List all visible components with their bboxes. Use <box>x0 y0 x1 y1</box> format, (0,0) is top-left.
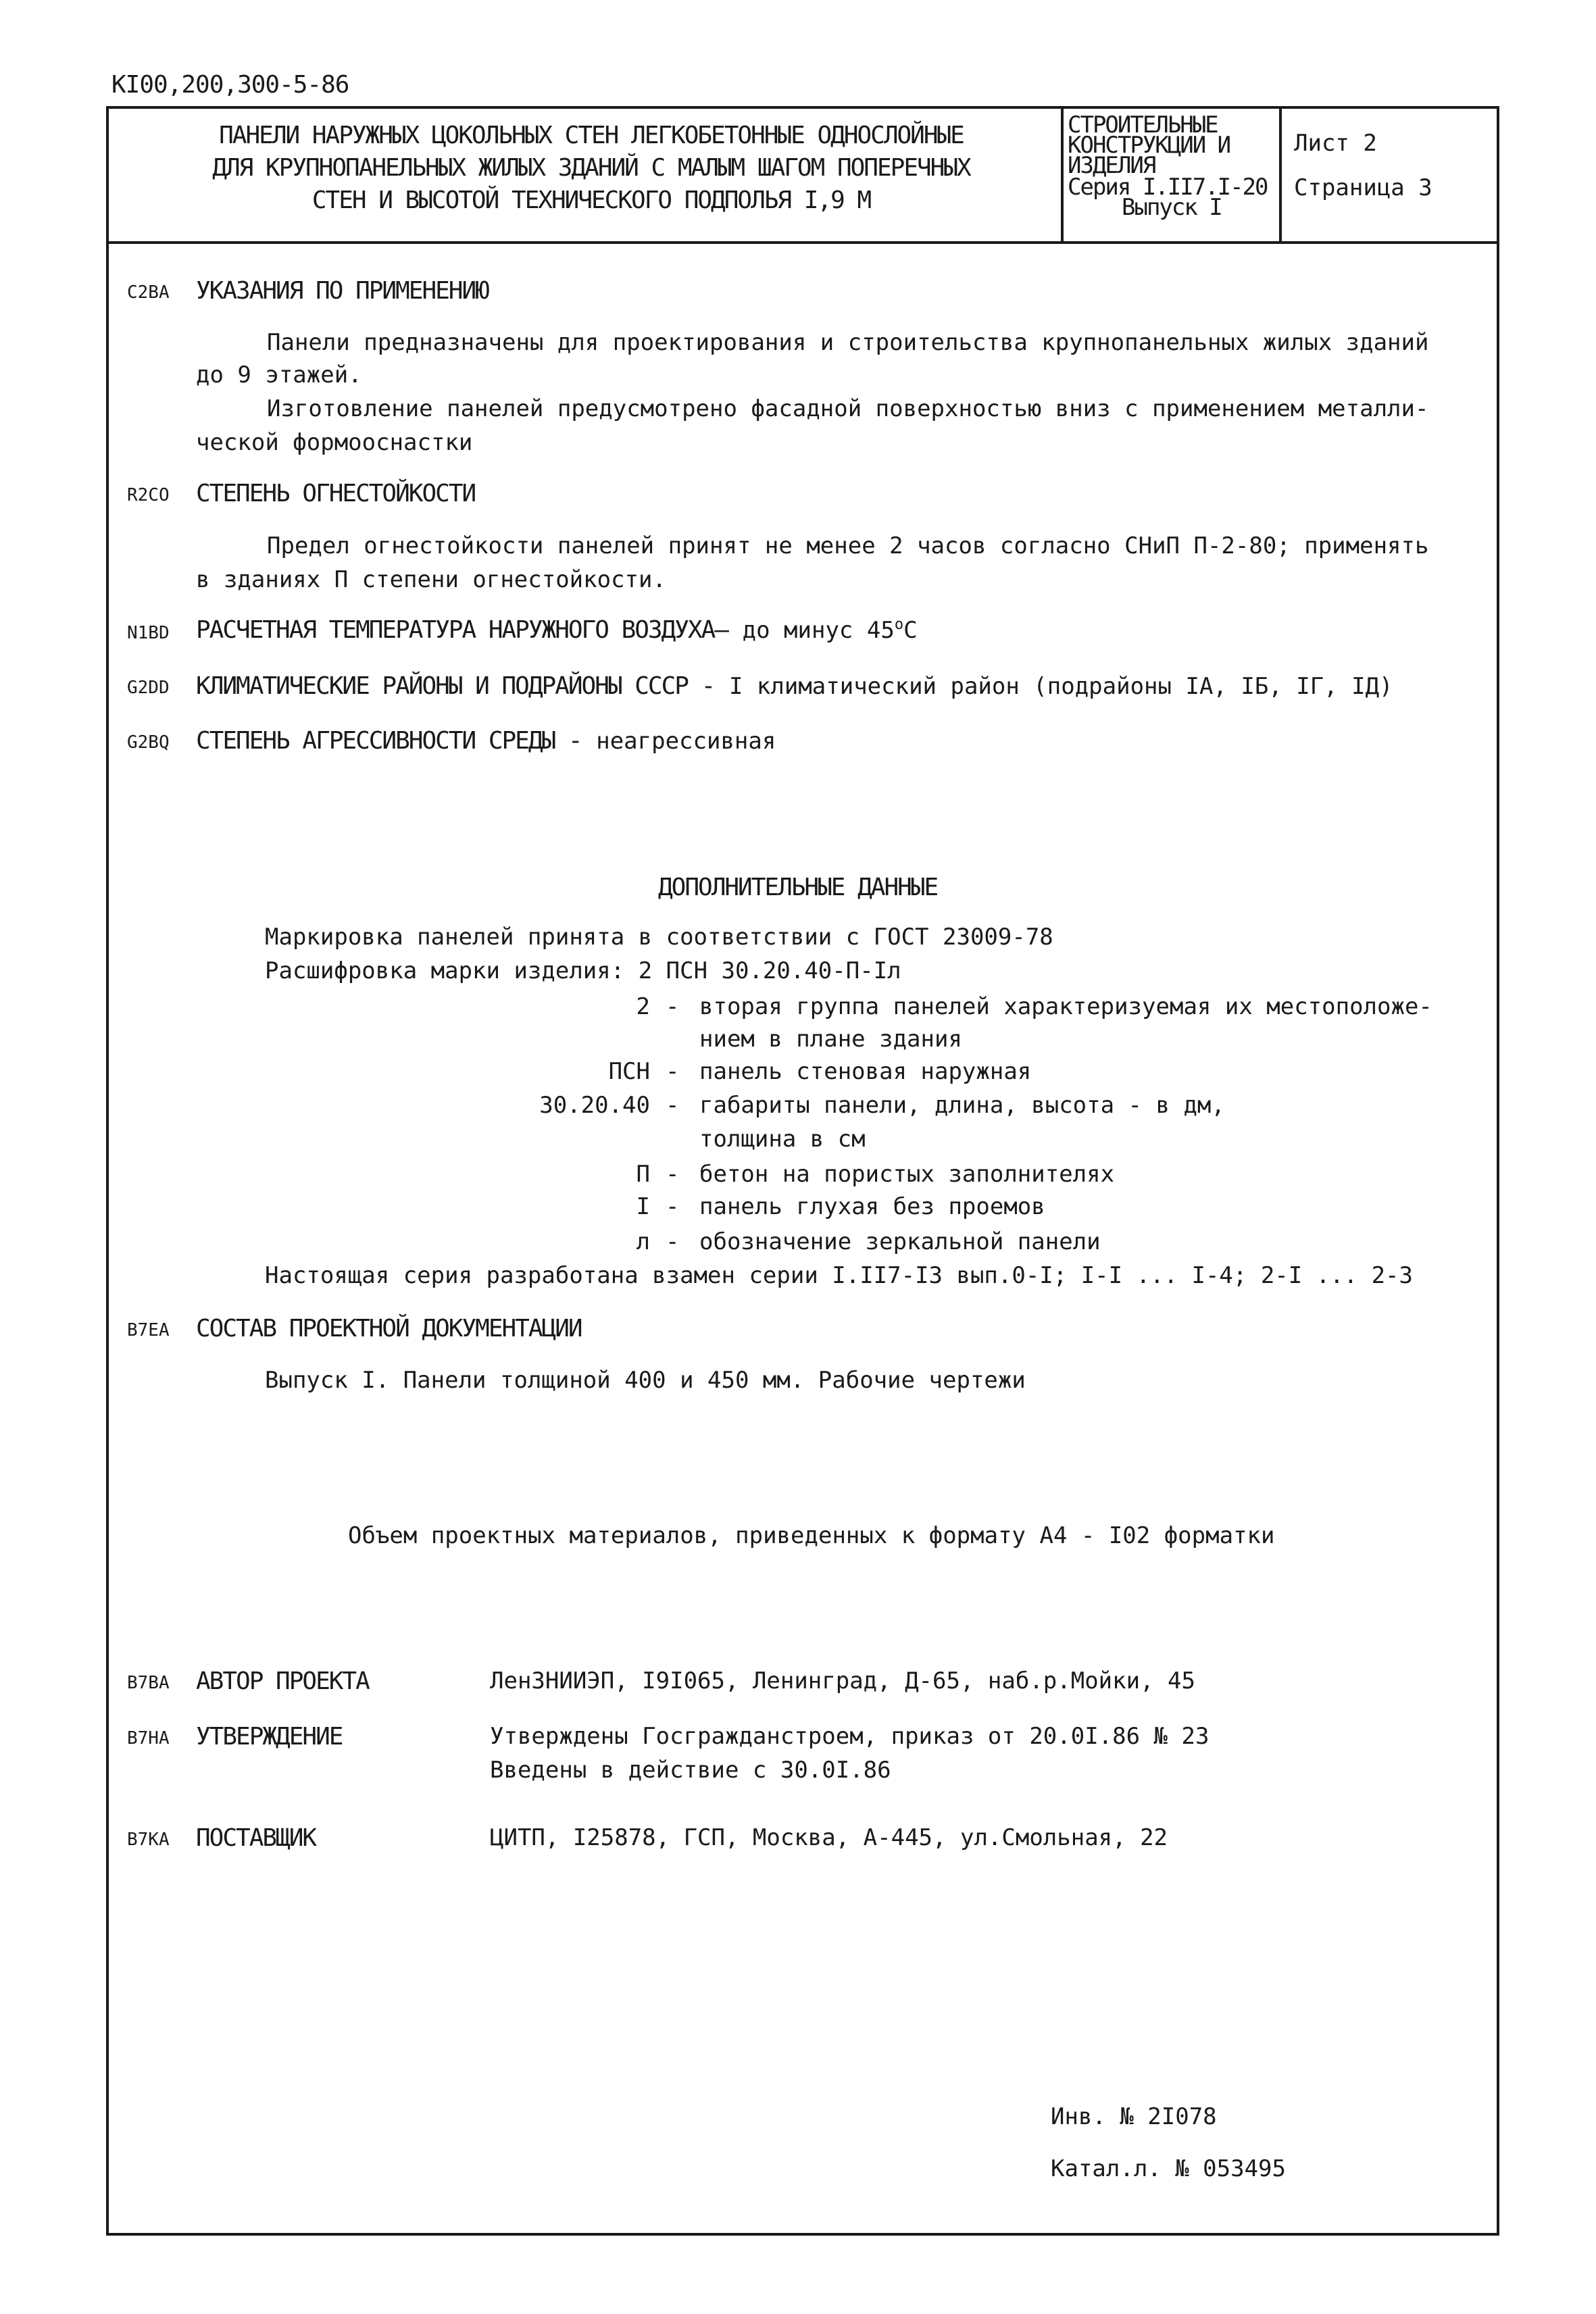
header-divider-1 <box>1061 106 1064 243</box>
approval-heading: УТВЕРЖДЕНИЕ <box>196 1723 343 1751</box>
fire-line-2: в зданиях П степени огнестойкости. <box>196 566 666 593</box>
temperature-row <box>196 616 918 644</box>
additional-heading: ДОПОЛНИТЕЛЬНЫЕ ДАННЫЕ <box>658 874 938 901</box>
composition-code: B7EA <box>127 1320 170 1340</box>
category-line-1: СТРОИТЕЛЬНЫЕ <box>1068 111 1218 139</box>
sheet-number: Лист 2 <box>1294 130 1377 157</box>
application-line-4: ческой формооснастки <box>196 429 473 456</box>
aggressive-code: G2BQ <box>127 732 170 753</box>
climate-heading: КЛИМАТИЧЕСКИЕ РАЙОНЫ И ПОДРАЙОНЫ СССР - <box>196 672 715 700</box>
decode-text-1a: вторая группа панелей характеризуемая их местоположе- <box>699 993 1432 1020</box>
decode-text-5: панель глухая без проемов <box>699 1193 1045 1220</box>
decode-text-6: обозначение зеркальной панели <box>699 1228 1101 1255</box>
decode-key-5: I <box>636 1193 650 1220</box>
climate-code: G2DD <box>127 678 170 698</box>
application-code: C2BA <box>127 282 170 303</box>
inventory-number: Инв. № 2I078 <box>1051 2103 1217 2130</box>
decode-dash-3: - <box>666 1092 680 1119</box>
decode-text-2: панель стеновая наружная <box>699 1058 1032 1085</box>
title-line-3: СТЕН И ВЫСОТОЙ ТЕХНИЧЕСКОГО ПОДПОЛЬЯ I,9 М <box>311 186 871 214</box>
author-code: B7BA <box>127 1673 170 1693</box>
supplier-heading: ПОСТАВЩИК <box>196 1824 316 1852</box>
header-divider-2 <box>1279 106 1282 243</box>
climate-value: I климатический район (подрайоны IА, IБ, IГ, IД) <box>728 673 1393 700</box>
catalog-number: Катал.л. № 053495 <box>1051 2155 1286 2182</box>
marking-line: Маркировка панелей принята в соответствии с ГОСТ 23009-78 <box>265 924 1053 951</box>
issue-label: Выпуск I <box>1122 194 1222 221</box>
decode-text-3a: габариты панели, длина, высота - в дм, <box>699 1092 1225 1119</box>
temperature-code: N1BD <box>127 623 170 643</box>
approval-line-1: Утверждены Госгражданстроем, приказ от 20.0I.86 № 23 <box>490 1723 1210 1750</box>
temperature-heading: РАСЧЕТНАЯ ТЕМПЕРАТУРА НАРУЖНОГО ВОЗДУХА— <box>196 616 728 644</box>
author-value: ЛенЗНИИЭП, I9I065, Ленинград, Д-65, наб.р.Мойки, 45 <box>490 1667 1195 1694</box>
document-code: КI00,200,300-5-86 <box>111 71 349 99</box>
decode-label: Расшифровка марки изделия: <box>265 957 625 984</box>
climate-row <box>196 672 1393 700</box>
series-label: Серия I.II7.I-20 <box>1068 174 1268 201</box>
aggressive-row <box>196 727 776 755</box>
decode-mark: 2 ПСН 30.20.40-П-Iл <box>638 957 901 984</box>
header-bottom-rule <box>106 241 1499 244</box>
approval-line-2: Введены в действие с 30.0I.86 <box>490 1757 891 1784</box>
aggressive-heading: СТЕПЕНЬ АГРЕССИВНОСТИ СРЕДЫ - <box>196 727 582 755</box>
decode-row <box>265 957 901 984</box>
decode-text-1b: нием в плане здания <box>699 1026 962 1053</box>
fire-code: R2CO <box>127 485 170 505</box>
temperature-unit: С <box>903 617 918 644</box>
author-heading: АВТОР ПРОЕКТА <box>196 1667 369 1695</box>
approval-code: B7HA <box>127 1728 170 1749</box>
temperature-degree: о <box>894 616 904 633</box>
supplier-code: B7KA <box>127 1830 170 1850</box>
fire-line-1: Предел огнестойкости панелей принят не менее 2 часов согласно СНиП П-2-80; применять <box>267 532 1429 559</box>
fire-heading: СТЕПЕНЬ ОГНЕСТОЙКОСТИ <box>196 480 476 507</box>
decode-key-1: 2 <box>636 993 650 1020</box>
application-line-2: до 9 этажей. <box>196 361 362 388</box>
composition-line: Выпуск I. Панели толщиной 400 и 450 мм. Рабочие чертежи <box>265 1367 1026 1394</box>
decode-key-4: П <box>636 1161 650 1188</box>
volume-line: Объем проектных материалов, приведенных к формату А4 - I02 форматки <box>348 1522 1275 1549</box>
composition-heading: СОСТАВ ПРОЕКТНОЙ ДОКУМЕНТАЦИИ <box>196 1315 582 1342</box>
decode-key-2: ПСН <box>608 1058 650 1085</box>
decode-key-3: 30.20.40 <box>539 1092 650 1119</box>
category-line-3: ИЗДЕЛИЯ <box>1068 152 1155 179</box>
decode-key-6: л <box>636 1228 650 1255</box>
decode-text-3b: толщина в см <box>699 1126 866 1153</box>
decode-dash-1: - <box>666 993 680 1020</box>
aggressive-value: неагрессивная <box>596 728 776 755</box>
page-number: Страница 3 <box>1294 174 1432 201</box>
replacement-line: Настоящая серия разработана взамен серии I.II7-I3 вып.0-I; I-I ... I-4; 2-I ... 2-3 <box>265 1262 1413 1289</box>
decode-dash-2: - <box>666 1058 680 1085</box>
title-line-2: ДЛЯ КРУПНОПАНЕЛЬНЫХ ЖИЛЫХ ЗДАНИЙ С МАЛЫМ ШАГОМ ПОПЕРЕЧНЫХ <box>212 154 970 182</box>
category-line-2: КОНСТРУКЦИИ И <box>1068 132 1230 159</box>
application-heading: УКАЗАНИЯ ПО ПРИМЕНЕНИЮ <box>196 277 489 305</box>
temperature-value: до минус 45 <box>742 617 895 644</box>
title-line-1: ПАНЕЛИ НАРУЖНЫХ ЦОКОЛЬНЫХ СТЕН ЛЕГКОБЕТОННЫЕ ОДНОСЛОЙНЫЕ <box>219 122 964 149</box>
supplier-value: ЦИТП, I25878, ГСП, Москва, А-445, ул.Смольная, 22 <box>490 1824 1168 1851</box>
decode-dash-6: - <box>666 1228 680 1255</box>
application-line-3: Изготовление панелей предусмотрено фасадной поверхностью вниз с применением металли- <box>267 395 1429 422</box>
decode-text-4: бетон на пористых заполнителях <box>699 1161 1115 1188</box>
application-line-1: Панели предназначены для проектирования и строительства крупнопанельных жилых зданий <box>267 329 1429 356</box>
decode-dash-4: - <box>666 1161 680 1188</box>
decode-dash-5: - <box>666 1193 680 1220</box>
